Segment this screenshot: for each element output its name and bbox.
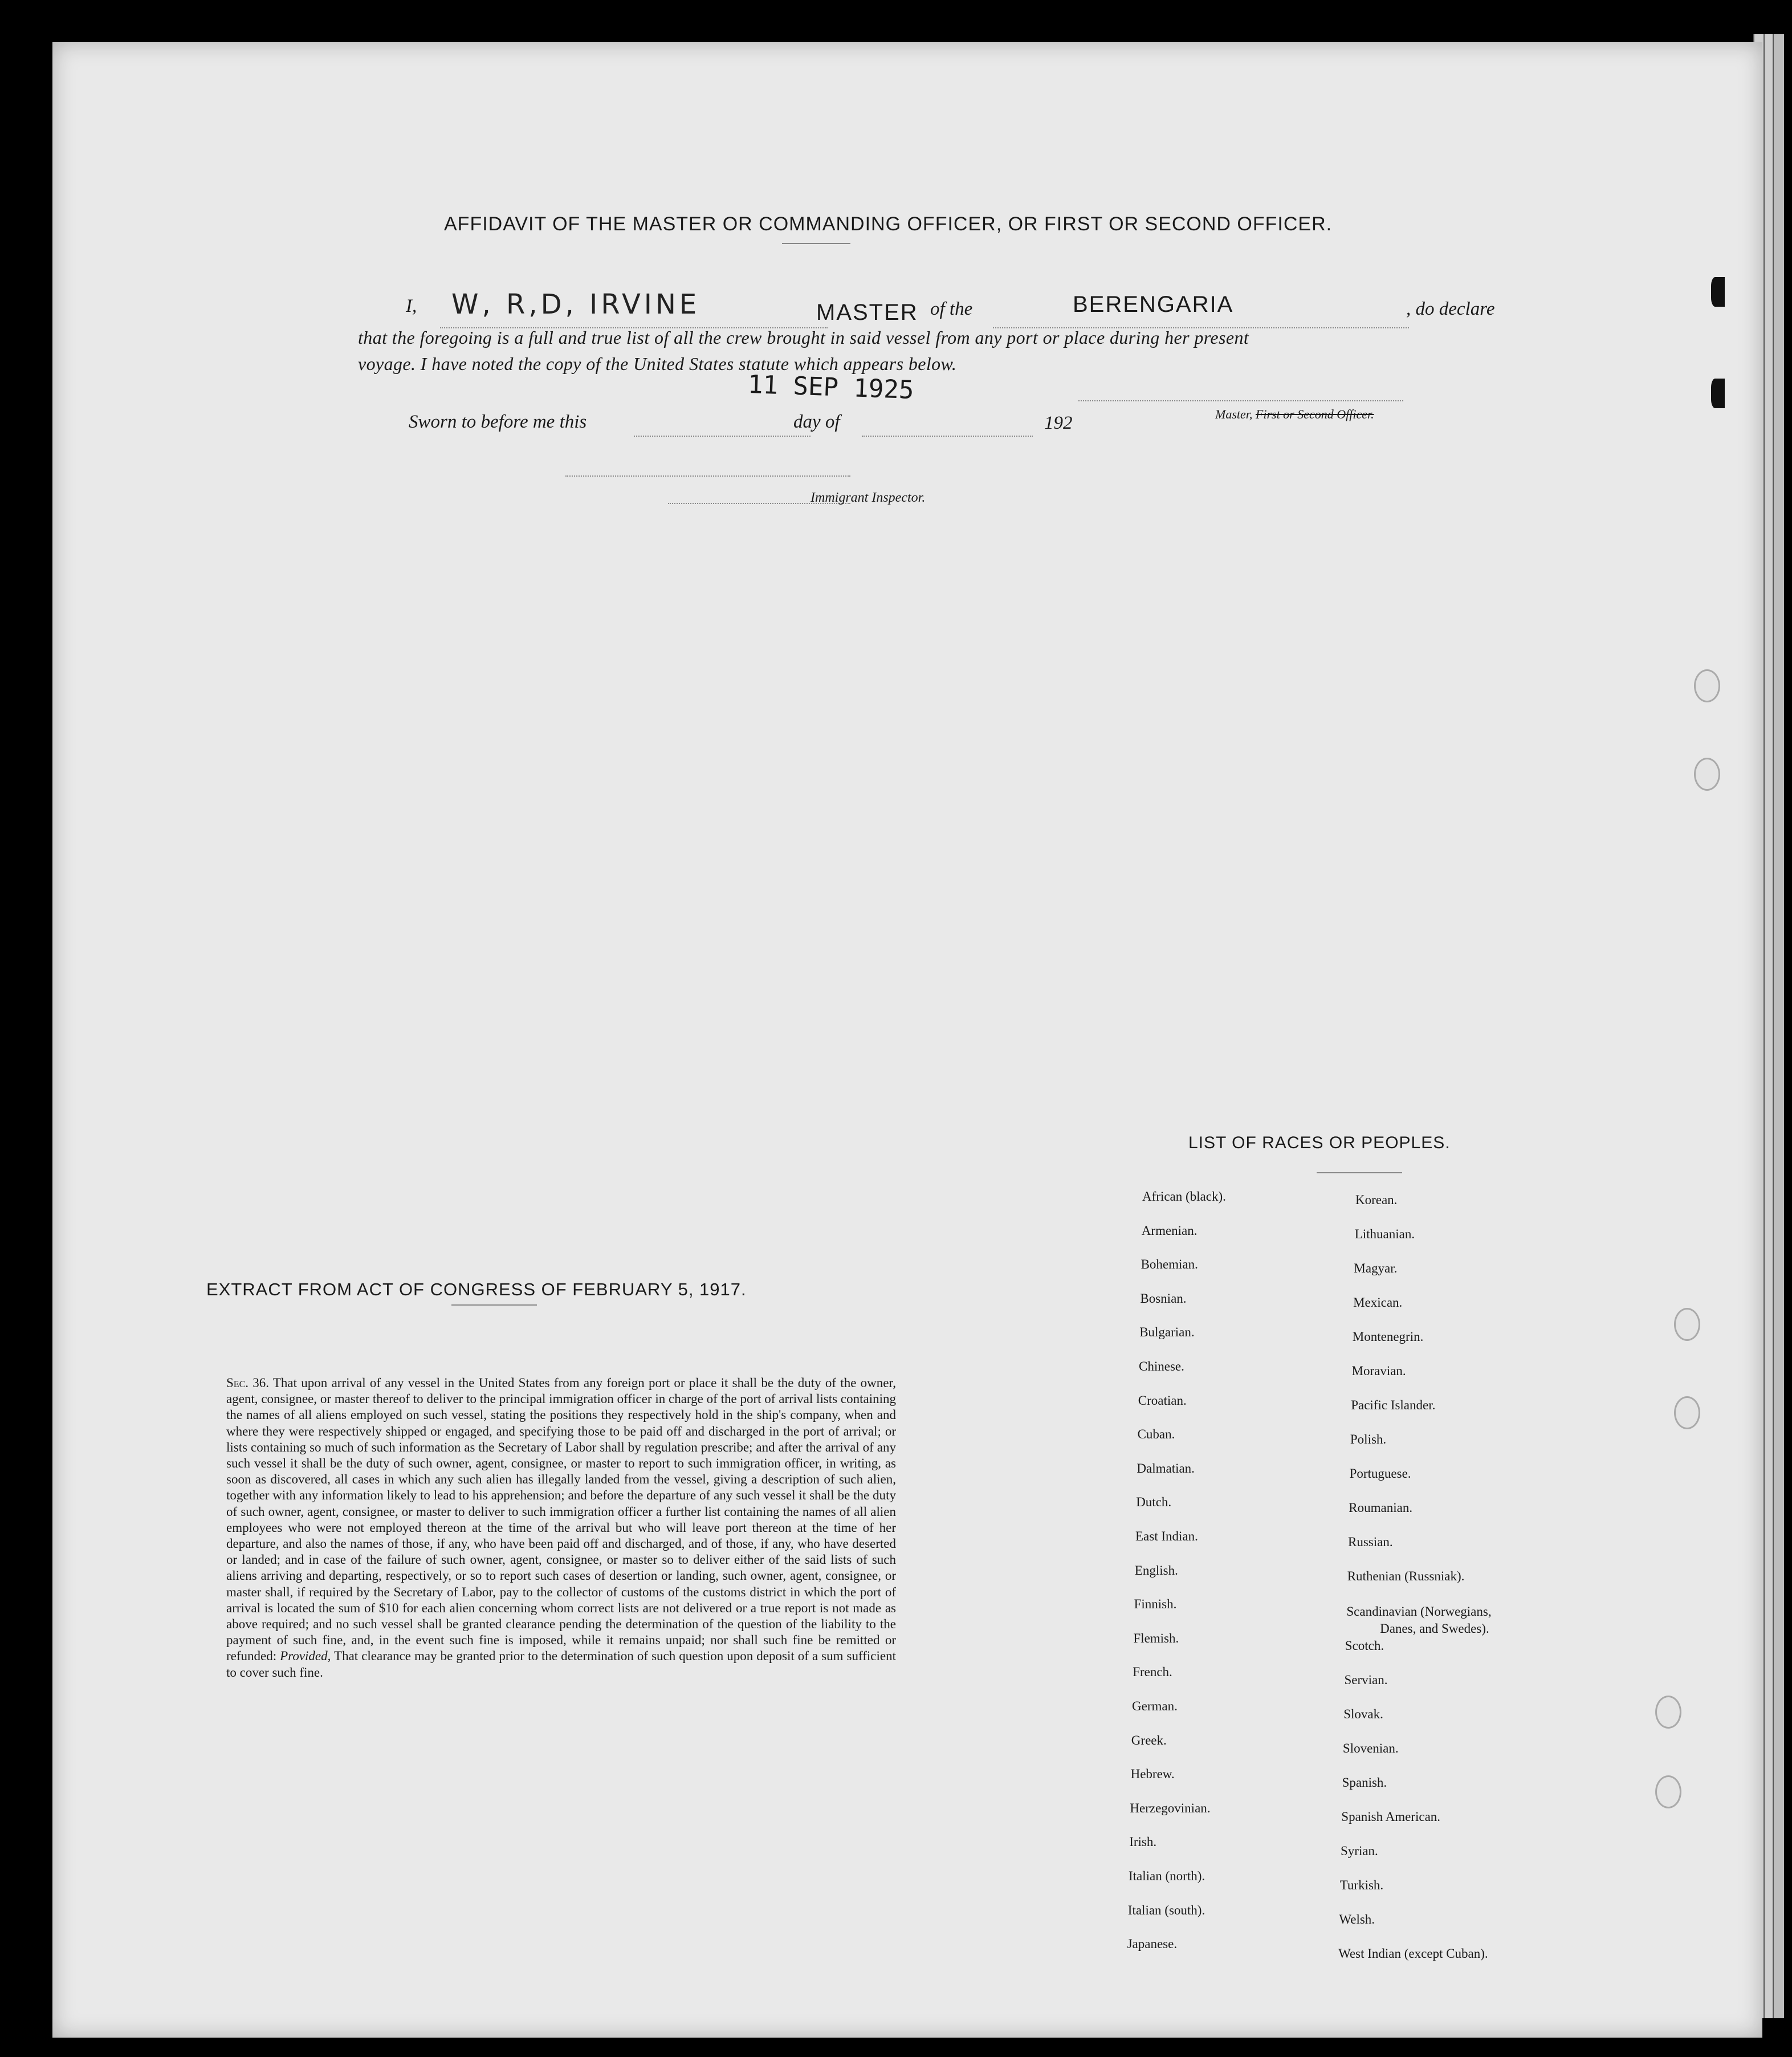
race-item: English. (1134, 1563, 1178, 1578)
race-item: Syrian. (1341, 1844, 1378, 1858)
race-item: Slovenian. (1342, 1741, 1399, 1755)
master-caption: Master, (1215, 407, 1253, 421)
extract-rule (451, 1304, 537, 1306)
punch-hole (1674, 1396, 1700, 1429)
race-item: Dalmatian. (1137, 1461, 1195, 1475)
punch-hole (1655, 1696, 1681, 1729)
affidavit-line-3: voyage. I have noted the copy of the United States statute which appears below. (358, 353, 957, 374)
binder-tab (1711, 379, 1725, 408)
race-item: Turkish. (1339, 1878, 1384, 1892)
race-item: Russian. (1348, 1535, 1393, 1549)
race-item: Pacific Islander. (1351, 1398, 1436, 1412)
race-item: Lithuanian. (1354, 1227, 1415, 1241)
race-item: Cuban. (1137, 1427, 1175, 1442)
affidavit-heading: AFFIDAVIT OF THE MASTER OR COMMANDING OFFICER, OR FIRST OR SECOND OFFICER. (444, 213, 1333, 235)
race-item: Ruthenian (Russniak). (1347, 1569, 1465, 1583)
signature-caption (1215, 407, 1374, 422)
affidavit-line-2: that the foregoing is a full and true list of all the crew brought in said vessel from any port or place during her present (358, 327, 1249, 348)
act-text-b: That clearance may be granted prior to the determination of such question upon deposit of a sum sufficient to cover such fine. (226, 1649, 896, 1680)
races-rule (1317, 1172, 1402, 1173)
race-item: Bosnian. (1140, 1291, 1187, 1306)
heading-rule (782, 243, 850, 244)
race-item: Chinese. (1139, 1359, 1184, 1373)
act-section-text (226, 1375, 896, 1681)
race-item: Polish. (1350, 1432, 1387, 1446)
vessel-name-typed: BERENGARIA (1073, 292, 1234, 317)
race-item: Bohemian. (1141, 1257, 1198, 1272)
do-declare-text: , do declare (1406, 299, 1495, 319)
race-item: Spanish American. (1341, 1810, 1441, 1824)
race-item: German. (1132, 1699, 1178, 1713)
struck-officer-caption: First or Second Officer. (1255, 407, 1374, 421)
provided-word: Provided, (280, 1649, 331, 1664)
race-item: Scotch. (1345, 1639, 1384, 1653)
race-item: Spanish. (1342, 1775, 1387, 1790)
master-name-handwritten: W, R,D, IRVINE (451, 288, 700, 320)
month-line (862, 436, 1033, 437)
race-item: Slovak. (1343, 1707, 1383, 1721)
race-item: Magyar. (1354, 1261, 1398, 1275)
punch-hole (1694, 669, 1720, 702)
race-item: Herzegovinian. (1130, 1800, 1211, 1815)
race-item: Italian (north). (1129, 1869, 1205, 1883)
race-item: Irish. (1129, 1835, 1157, 1849)
race-item: East Indian. (1135, 1529, 1198, 1543)
race-item: Danes, and Swedes). (1380, 1621, 1489, 1636)
race-item: Portuguese. (1349, 1466, 1411, 1481)
race-item: African (black). (1142, 1189, 1226, 1204)
section-label: Sec. 36. (226, 1376, 270, 1390)
race-item: Moravian. (1351, 1364, 1406, 1378)
sworn-prefix: Sworn to before me this (409, 412, 587, 432)
race-item: Dutch. (1136, 1495, 1172, 1510)
sworn-day-line (634, 436, 811, 437)
race-item: Italian (south). (1127, 1902, 1205, 1917)
day-of-label: day of (793, 412, 840, 432)
race-item: Roumanian. (1349, 1501, 1413, 1515)
race-item: Servian. (1344, 1673, 1388, 1687)
race-item: Mexican. (1353, 1295, 1403, 1310)
binder-tab (1711, 277, 1725, 307)
race-item: Bulgarian. (1139, 1325, 1195, 1340)
of-the-label: of the (930, 299, 973, 319)
race-item: French. (1133, 1665, 1172, 1680)
race-item: Croatian. (1138, 1393, 1187, 1408)
race-item: Montenegrin. (1352, 1330, 1424, 1344)
page-edge (1773, 34, 1784, 2018)
race-item: Japanese. (1127, 1937, 1178, 1952)
race-item: Scandinavian (Norwegians, (1346, 1604, 1492, 1619)
race-item: Finnish. (1134, 1597, 1177, 1612)
punch-hole (1655, 1775, 1681, 1808)
date-stamp: 11 SEP 1925 (747, 369, 915, 405)
inspector-caption: Immigrant Inspector. (811, 490, 926, 505)
signature-line (1078, 400, 1403, 401)
race-item: Greek. (1131, 1733, 1167, 1747)
act-text-a: That upon arrival of any vessel in the United States from any foreign port or place it shall be the duty of the owner, agent, consignee, or master thereof to deliver to the principal immigration officer in charge of the port of arrival lists containing the names of all aliens employed on such vessel, stating the positions they respectively hold in the ship's company, when and where they were respectively shipped or engaged, and specifying those to be paid off and discharged in the port of arrival; or lists containing so much of such information as the Secretary of Labor shall by regulation prescribe; and after the arrival of any such vessel it shall be the duty of such owner, agent, consignee, or master to report to such immigration officer, in writing, as soon as discovered, all cases in which any such alien has illegally landed from the vessel, giving a description of such alien, together with any information likely to lead to his apprehension; and before the departure of any such vessel it shall be the duty of such owner, agent, consignee, or master to deliver to such immigration officer a further list containing the names of all alien employees who were not employed thereon at the time of the arrival but who will leave port thereon at the time of her departure, and also the names of those, if any, who have been paid off and discharged, and of those, if any, who have deserted or landed; and in case of the failure of such owner, agent, consignee, or master so to deliver either of the said lists of such aliens arriving and departing, respectively, or so to report such cases of desertion or landing, such owner, agent, consignee, or master shall, if required by the Secretary of Labor, pay to the collector of customs of the customs district in which the port of arrival is located the sum of $10 for each alien concerning whom correct lists are not delivered or a true report is not made as above required; and no such vessel shall be granted clearance pending the determination of the question of the liability to the payment of such fine, and, in the event such fine is imposed, while it remains unpaid; nor shall such fine be remitted or refunded: (226, 1376, 896, 1664)
race-item: Welsh. (1339, 1912, 1375, 1926)
year-prefix: 192 (1044, 413, 1073, 433)
punch-hole (1674, 1308, 1700, 1341)
affidavit-prefix: I, (406, 296, 417, 316)
race-item: Flemish. (1133, 1631, 1179, 1645)
inspector-line (565, 475, 850, 477)
race-item: Hebrew. (1130, 1767, 1175, 1782)
races-heading: LIST OF RACES OR PEOPLES. (1188, 1133, 1451, 1152)
document-page (52, 42, 1762, 2038)
race-item: West Indian (except Cuban). (1338, 1946, 1488, 1961)
race-item: Armenian. (1141, 1223, 1198, 1238)
punch-hole (1694, 758, 1720, 791)
rank-typed: MASTER (816, 300, 918, 325)
race-item: Korean. (1355, 1193, 1398, 1207)
extract-heading: EXTRACT FROM ACT OF CONGRESS OF FEBRUARY 5, 1917. (206, 1279, 747, 1299)
